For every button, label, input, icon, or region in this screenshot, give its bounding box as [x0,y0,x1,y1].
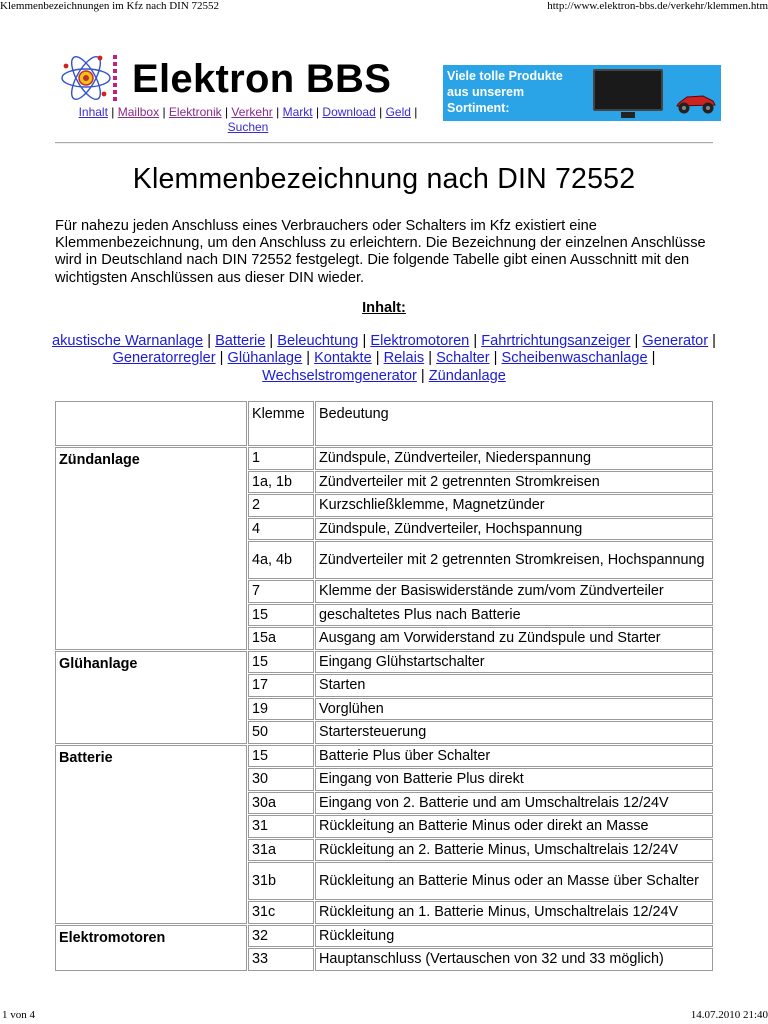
nav-link-inhalt[interactable]: Inhalt [78,105,108,119]
group-name-cell: Zündanlage [55,447,247,650]
nav-separator: | [224,105,229,119]
klemme-cell: 17 [248,674,314,697]
table-row [55,447,713,470]
header-cell-bedeutung: Bedeutung [315,401,713,446]
toc-link[interactable]: Generatorregler [112,350,216,367]
klemme-cell: 19 [248,698,314,721]
toc-link[interactable]: Schalter [436,350,490,367]
ad-banner-text [447,68,563,116]
klemme-cell: 30 [248,768,314,791]
bedeutung-cell: Rückleitung an 1. Batterie Minus, Umschaltrelais 12/24V [315,901,713,924]
bedeutung-cell: Batterie Plus über Schalter [315,745,713,768]
toc-link[interactable]: Elektromotoren [370,333,470,349]
toc-link[interactable]: Scheibenwaschanlage [501,350,648,367]
nav-link-verkehr[interactable]: Verkehr [231,105,273,119]
nav-link-elektronik[interactable]: Elektronik [168,105,222,119]
klemme-cell: 30a [248,792,314,815]
klemme-cell: 2 [248,494,314,517]
nav-link-geld[interactable]: Geld [385,105,411,119]
bedeutung-cell: Hauptanschluss (Vertauschen von 32 und 33 möglich) [315,948,713,971]
nav-separator: | [414,105,418,119]
klemme-cell: 1a, 1b [248,471,314,494]
table-header-row [55,401,713,446]
main-navigation [58,105,438,135]
intro-paragraph: Für nahezu jeden Anschluss eines Verbrauchers oder Schalters im Kfz existiert eine Klemmenbezeichnung, um den Anschluss zu erleichtern. Die Bezeichnung der einzelnen Anschlüsse wird in Deutschland nach DIN 72552 festgelegt. Die folgende Tabelle gibt einen Ausschnitt mit den wichtigsten Anschlüssen aus dieser DIN wieder. [55,218,706,286]
nav-separator: | [276,105,280,119]
ad-banner[interactable] [443,65,721,121]
nav-link-suchen[interactable]: Suchen [227,120,269,134]
group-name-cell: Elektromotoren [55,925,247,971]
toc-link[interactable]: Generator [642,333,709,349]
ad-banner-line: Sortiment: [447,101,510,115]
nav-separator: | [379,105,383,119]
bedeutung-cell: Kurzschließklemme, Magnetzünder [315,494,713,517]
nav-link-markt[interactable]: Markt [282,105,313,119]
klemme-cell: 15 [248,651,314,674]
print-header-title: Klemmenbezeichnungen im Kfz nach DIN 72552 [0,0,220,12]
toc-link[interactable]: Beleuchtung [277,333,359,349]
toc-link[interactable]: Wechselstromgenerator [262,367,417,384]
bedeutung-cell: Rückleitung an Batterie Minus oder an Masse über Schalter [315,862,713,900]
print-footer-datetime: 14.07.2010 21:40 [690,1009,768,1021]
table-body [55,447,713,971]
toc-link[interactable]: Zündanlage [428,367,506,384]
site-title[interactable]: Elektron BBS [132,57,392,101]
nav-link-download[interactable]: Download [322,105,376,119]
din-terminal-table [54,400,714,972]
atom-logo-icon[interactable] [60,52,120,104]
bedeutung-cell: Rückleitung an Batterie Minus oder direkt an Masse [315,815,713,838]
ad-banner-line: Viele tolle Produkte [447,69,563,83]
ad-banner-line: aus unserem [447,85,525,99]
bedeutung-cell: Klemme der Basiswiderstände zum/vom Zündverteiler [315,580,713,603]
klemme-cell: 4 [248,518,314,541]
klemme-cell: 15 [248,604,314,627]
bedeutung-cell: Zündverteiler mit 2 getrennten Stromkreisen, Hochspannung [315,541,713,579]
bedeutung-cell: Zündspule, Zündverteiler, Hochspannung [315,518,713,541]
klemme-cell: 4a, 4b [248,541,314,579]
page-title: Klemmenbezeichnung nach DIN 72552 [132,163,636,195]
klemme-cell: 15a [248,627,314,650]
header-cell-klemme: Klemme [248,401,314,446]
toc-link[interactable]: akustische Warnanlage [52,333,204,349]
nav-separator: | [162,105,166,119]
header-cell-group [55,401,247,446]
nav-separator: | [111,105,115,119]
toc-link[interactable]: Glühanlage [227,350,303,367]
bedeutung-cell: Eingang von 2. Batterie und am Umschaltrelais 12/24V [315,792,713,815]
table-row [55,745,713,768]
bedeutung-cell: Zündspule, Zündverteiler, Niederspannung [315,447,713,470]
klemme-cell: 31b [248,862,314,900]
klemme-cell: 31a [248,839,314,862]
toc-link[interactable]: Batterie [215,333,266,349]
klemme-cell: 7 [248,580,314,603]
bedeutung-cell: Rückleitung [315,925,713,948]
header-divider [55,142,713,144]
bedeutung-cell: Eingang Glühstartschalter [315,651,713,674]
bedeutung-cell: Rückleitung an 2. Batterie Minus, Umschaltrelais 12/24V [315,839,713,862]
toc-link[interactable]: Fahrtrichtungsanzeiger [481,333,631,349]
bedeutung-cell: Vorglühen [315,698,713,721]
table-row [55,651,713,674]
toc-heading: Inhalt: [362,300,406,316]
toc-link[interactable]: Relais [383,350,425,367]
klemme-cell: 31 [248,815,314,838]
klemme-cell: 1 [248,447,314,470]
bedeutung-cell: Ausgang am Vorwiderstand zu Zündspule und Starter [315,627,713,650]
bedeutung-cell: Startersteuerung [315,721,713,744]
klemme-cell: 50 [248,721,314,744]
bedeutung-cell: Starten [315,674,713,697]
bedeutung-cell: Eingang von Batterie Plus direkt [315,768,713,791]
bedeutung-cell: geschaltetes Plus nach Batterie [315,604,713,627]
nav-link-mailbox[interactable]: Mailbox [117,105,160,119]
bedeutung-cell: Zündverteiler mit 2 getrennten Stromkreisen [315,471,713,494]
toc-links: akustische Warnanlage | Batterie | Beleuchtung | Elektromotoren | Fahrtrichtungsanzeiger | Generator | Generatorregler | Glühanlage | Kontakte | Relais | Schalter | Scheibenwaschanlage | Wechselstromgenerator | Zündanlage [52,333,716,384]
tv-stand-icon [621,112,635,118]
klemme-cell: 31c [248,901,314,924]
table-row [55,925,713,948]
print-footer-page: 1 von 4 [2,1009,35,1021]
klemme-cell: 32 [248,925,314,948]
rc-car-icon [673,89,719,115]
nav-separator: | [315,105,320,119]
group-name-cell: Glühanlage [55,651,247,744]
klemme-cell: 33 [248,948,314,971]
tv-icon [593,69,663,111]
print-header-url: http://www.elektron-bbs.de/verkehr/klemmen.htm [547,0,768,12]
toc-link[interactable]: Kontakte [314,350,372,367]
klemme-cell: 15 [248,745,314,768]
group-name-cell: Batterie [55,745,247,924]
